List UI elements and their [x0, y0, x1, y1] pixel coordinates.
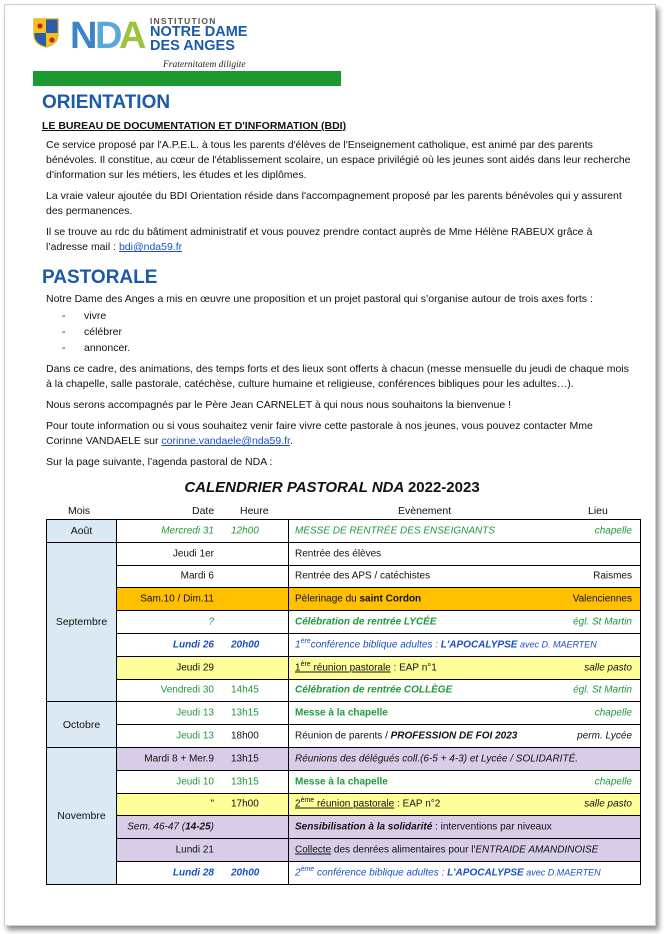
orientation-title: ORIENTATION	[42, 92, 171, 113]
date-cell: Lundi 28 20h00	[117, 861, 289, 884]
table-row	[47, 839, 641, 862]
date-cell: Lundi 26 20h00	[117, 633, 289, 656]
orientation-paragraph-3: Il se trouve au rdc du bâtiment administratif et vous pouvez prendre contact auprès de Mme Hélène RABEUX grâce à l’adresse mail : bdi@nda59.fr	[46, 226, 593, 253]
nda-logo-icon	[70, 14, 146, 54]
event-cell: 1ère réunion pastorale : EAP n°1 salle pasto	[289, 656, 641, 679]
month-cell-novembre: Novembre	[47, 747, 117, 884]
event-cell: Collecte des denrées alimentaires pour l'ENTRAIDE AMANDINOISE	[289, 839, 641, 862]
date-cell: Mardi 8 + Mer.9 13h15	[117, 747, 289, 770]
pastorale-intro: Notre Dame des Anges a mis en œuvre une proposition et un projet pastoral qui s’organise autour de trois axes forts :	[46, 293, 593, 305]
pastorale-title: PASTORALE	[42, 267, 158, 288]
institution-name: NOTRE DAME DES ANGES	[150, 24, 248, 54]
date-cell: Jeudi 10 13h15	[117, 770, 289, 793]
table-row	[47, 702, 641, 725]
date-cell: Sem. 46-47 (14-25)	[117, 816, 289, 839]
main-content	[42, 92, 632, 470]
column-header-evenement: Evènement	[398, 505, 452, 517]
table-row	[47, 793, 641, 816]
institution-label: INSTITUTION	[150, 16, 217, 26]
date-cell: Jeudi 13 18h00	[117, 725, 289, 748]
table-row	[47, 588, 641, 611]
date-cell: Mercredi 31 12h00	[117, 520, 289, 543]
table-row	[47, 747, 641, 770]
column-header-lieu: Lieu	[588, 505, 608, 517]
date-cell: ?	[117, 611, 289, 634]
event-cell: 2ème réunion pastorale : EAP n°2 salle pasto	[289, 793, 641, 816]
table-row	[47, 725, 641, 748]
pastorale-paragraph-2: Nous serons accompagnés par le Père Jean CARNELET à qui nous nous souhaitons la bienvenue !	[46, 399, 512, 411]
column-header-mois: Mois	[68, 505, 91, 517]
event-cell: 1èreconférence biblique adultes : L'APOCALYPSE avec D. MAERTEN	[289, 633, 641, 656]
list-item: - annoncer.	[62, 340, 632, 356]
table-row	[47, 679, 641, 702]
table-row	[47, 816, 641, 839]
column-header-heure: Heure	[240, 505, 269, 517]
header-green-bar	[33, 71, 341, 86]
table-row	[47, 770, 641, 793]
table-row	[47, 520, 641, 543]
event-cell: Messe à la chapelle chapelle	[289, 770, 641, 793]
pastorale-paragraph-3: Pour toute information ou si vous souhaitez venir faire vivre cette pastorale à nos jeunes, vous pouvez contacter Mme Corinne VANDAELE sur corinne.vandaele@nda59.fr.	[46, 420, 593, 447]
date-cell: Jeudi 29	[117, 656, 289, 679]
event-cell: Sensibilisation à la solidarité : interventions par niveaux	[289, 816, 641, 839]
pastorale-axes-list	[42, 308, 632, 356]
calendar-title: CALENDRIER PASTORAL NDA 2022-2023	[184, 479, 480, 496]
table-row	[47, 565, 641, 588]
month-cell-aout: Août	[47, 520, 117, 543]
table-row	[47, 861, 641, 884]
event-cell: Réunions des délégués coll.(6-5 + 4-3) et Lycée / SOLIDARITÉ.	[289, 747, 641, 770]
svg-text:D: D	[95, 15, 120, 54]
event-cell: Réunion de parents / PROFESSION DE FOI 2023 perm. Lycée	[289, 725, 641, 748]
column-header-date: Date	[192, 505, 215, 517]
event-cell: Pèlerinage du saint Cordon Valenciennes	[289, 588, 641, 611]
table-row	[47, 633, 641, 656]
event-cell: MESSE DE RENTRÉE DES ENSEIGNANTS chapelle	[289, 520, 641, 543]
month-cell-septembre: Septembre	[47, 542, 117, 702]
svg-text:N: N	[70, 15, 95, 54]
pastorale-paragraph-1: Dans ce cadre, des animations, des temps forts et des lieux sont offerts à chacun (messe mensuelle du jeudi de chaque mois à la chapelle, salle pastorale, catéchèse, culture humaine et religieuse, conférences bibliques pour les adultes…).	[46, 363, 629, 390]
date-cell: Mardi 6	[117, 565, 289, 588]
month-cell-octobre: Octobre	[47, 702, 117, 748]
orientation-subtitle: LE BUREAU DE DOCUMENTATION ET D'INFORMATION (BDI)	[42, 120, 347, 132]
date-cell: Lundi 21	[117, 839, 289, 862]
vandaele-email-link[interactable]: corinne.vandaele@nda59.fr	[161, 435, 290, 447]
list-item: - vivre	[62, 308, 632, 324]
event-cell: Rentrée des APS / catéchistes Raismes	[289, 565, 641, 588]
motto: Fraternitatem diligite	[163, 60, 246, 70]
orientation-paragraph-2: La vraie valeur ajoutée du BDI Orientation réside dans l'accompagnement proposé par les parents bénévoles qui y assurent des permanences.	[46, 190, 622, 217]
school-logo	[33, 14, 343, 90]
coat-of-arms-icon	[33, 18, 59, 48]
date-cell: Jeudi 13 13h15	[117, 702, 289, 725]
svg-text:A: A	[119, 15, 144, 54]
pastoral-calendar-table	[46, 519, 641, 885]
table-row	[47, 656, 641, 679]
table-row	[47, 542, 641, 565]
event-cell: 2ème conférence biblique adultes : L'APOCALYPSE avec D.MAERTEN	[289, 861, 641, 884]
bdi-email-link[interactable]: bdi@nda59.fr	[118, 241, 183, 253]
event-cell: Rentrée des élèves	[289, 542, 641, 565]
date-cell: Sam.10 / Dim.11	[117, 588, 289, 611]
date-cell: Vendredi 30 14h45	[117, 679, 289, 702]
date-cell: " 17h00	[117, 793, 289, 816]
orientation-paragraph-1: Ce service proposé par l'A.P.E.L. à tous les parents d'élèves de l'Enseignement catholique, est animé par des parents bénévoles. Il constitue, au cœur de l'établissement scolaire, un espace privilégié où les jeunes sont aidés dans leur recherche d'information sur les métiers, les études et les diplômes.	[46, 139, 631, 181]
date-cell: Jeudi 1er	[117, 542, 289, 565]
list-item: - célébrer	[62, 324, 632, 340]
event-cell: Célébration de rentrée COLLÈGE égl. St Martin	[289, 679, 641, 702]
pastorale-paragraph-4: Sur la page suivante, l’agenda pastoral de NDA :	[46, 456, 273, 468]
event-cell: Messe à la chapelle chapelle	[289, 702, 641, 725]
event-cell: Célébration de rentrée LYCÉE égl. St Martin	[289, 611, 641, 634]
table-row	[47, 611, 641, 634]
